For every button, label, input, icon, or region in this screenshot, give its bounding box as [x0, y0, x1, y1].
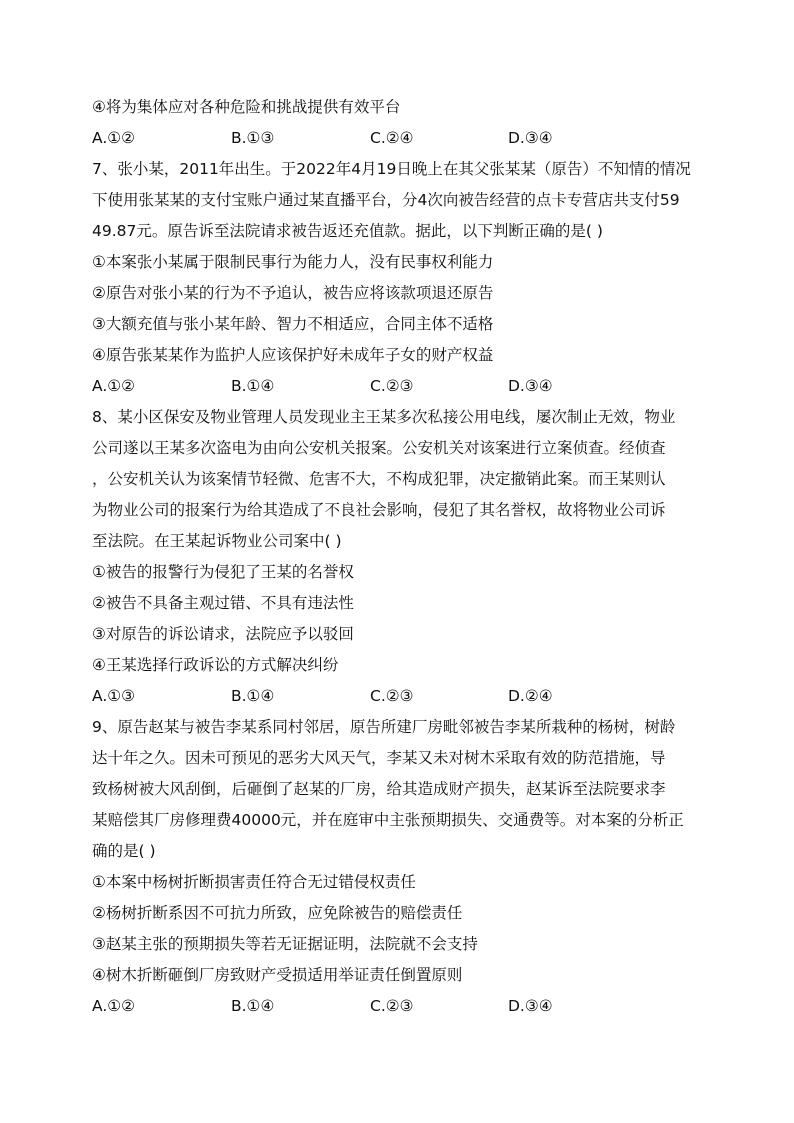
q7-options [92, 371, 714, 402]
q9-statement-4: ④树木折断砸倒厂房致财产受损适用举证责任倒置原则 [92, 966, 463, 984]
q9-option-c[interactable]: C.②③ [370, 997, 414, 1015]
q8-statement-2: ②被告不具备主观过错、不具有违法性 [92, 594, 354, 612]
q6-options [92, 123, 714, 154]
q9-option-d[interactable]: D.③④ [508, 997, 553, 1015]
q6-option-b[interactable]: B.①③ [231, 129, 275, 147]
q6-option-d[interactable]: D.③④ [508, 129, 553, 147]
q6-option-c[interactable]: C.②④ [370, 129, 414, 147]
q8-statement-4: ④王某选择行政诉讼的方式解决纠纷 [92, 656, 339, 674]
q7-statement-4: ④原告张某某作为监护人应该保护好未成年子女的财产权益 [92, 346, 494, 364]
q8-statement-1: ①被告的报警行为侵犯了王某的名誉权 [92, 563, 354, 581]
q7-option-c[interactable]: C.②③ [370, 377, 414, 395]
q8-option-a[interactable]: A.①③ [92, 687, 136, 705]
q9-stem-line-5: 确的是( ) [92, 842, 156, 860]
q7-stem-line-3: 49.87元。原告诉至法院请求被告返还充值款。据此，以下判断正确的是( ) [92, 222, 603, 240]
q8-stem-line-5: 至法院。在王某起诉物业公司案中( ) [92, 532, 342, 550]
q8-stem-line-2: 公司遂以王某多次盗电为由向公安机关报案。公安机关对该案进行立案侦查。经侦查 [92, 439, 666, 457]
q7-statement-3: ③大额充值与张小某年龄、智力不相适应，合同主体不适格 [92, 315, 494, 333]
q7-stem-line-1: 7、张小某，2011年出生。于2022年4月19日晚上在其父张某某（原告）不知情的情况 [92, 160, 691, 178]
q9-options [92, 991, 714, 1022]
q7-option-a[interactable]: A.①② [92, 377, 136, 395]
q8-stem-line-3: ，公安机关认为该案情节轻微、危害不大，不构成犯罪，决定撤销此案。而王某则认 [92, 470, 666, 488]
q9-statement-3: ③赵某主张的预期损失等若无证据证明，法院就不会支持 [92, 935, 478, 953]
q7-stem-line-2: 下使用张某某的支付宝账户通过某直播平台，分4次向被告经营的点卡专营店共支付59 [92, 191, 680, 209]
q8-option-d[interactable]: D.②④ [508, 687, 553, 705]
q8-stem-line-1: 8、某小区保安及物业管理人员发现业主王某多次私接公用电线，屡次制止无效，物业 [92, 408, 676, 426]
q8-stem-line-4: 为物业公司的报案行为给其造成了不良社会影响，侵犯了其名誉权，故将物业公司诉 [92, 501, 666, 519]
q8-options [92, 681, 714, 712]
q7-option-d[interactable]: D.③④ [508, 377, 553, 395]
q7-statement-1: ①本案张小某属于限制民事行为能力人，没有民事权利能力 [92, 253, 494, 271]
q9-stem-line-3: 致杨树被大风刮倒，后砸倒了赵某的厂房，给其造成财产损失，赵某诉至法院要求李 [92, 780, 666, 798]
q9-statement-2: ②杨树折断系因不可抗力所致，应免除被告的赔偿责任 [92, 904, 463, 922]
q8-option-b[interactable]: B.①④ [231, 687, 275, 705]
q9-statement-1: ①本案中杨树折断损害责任符合无过错侵权责任 [92, 873, 416, 891]
q9-option-b[interactable]: B.①④ [231, 997, 275, 1015]
q9-option-a[interactable]: A.①② [92, 997, 136, 1015]
q8-option-c[interactable]: C.②③ [370, 687, 414, 705]
q9-stem-line-1: 9、原告赵某与被告李某系同村邻居，原告所建厂房毗邻被告李某所栽种的杨树，树龄 [92, 718, 676, 736]
q8-statement-3: ③对原告的诉讼请求，法院应予以驳回 [92, 625, 354, 643]
q7-option-b[interactable]: B.①④ [231, 377, 275, 395]
q7-statement-2: ②原告对张小某的行为不予追认，被告应将该款项退还原告 [92, 284, 494, 302]
q6-statement-4: ④将为集体应对各种危险和挑战提供有效平台 [92, 98, 401, 116]
q9-stem-line-4: 某赔偿其厂房修理费40000元，并在庭审中主张预期损失、交通费等。对本案的分析正 [92, 811, 684, 829]
q6-option-a[interactable]: A.①② [92, 129, 136, 147]
q9-stem-line-2: 达十年之久。因未可预见的恶劣大风天气，李某又未对树木采取有效的防范措施，导 [92, 749, 666, 767]
